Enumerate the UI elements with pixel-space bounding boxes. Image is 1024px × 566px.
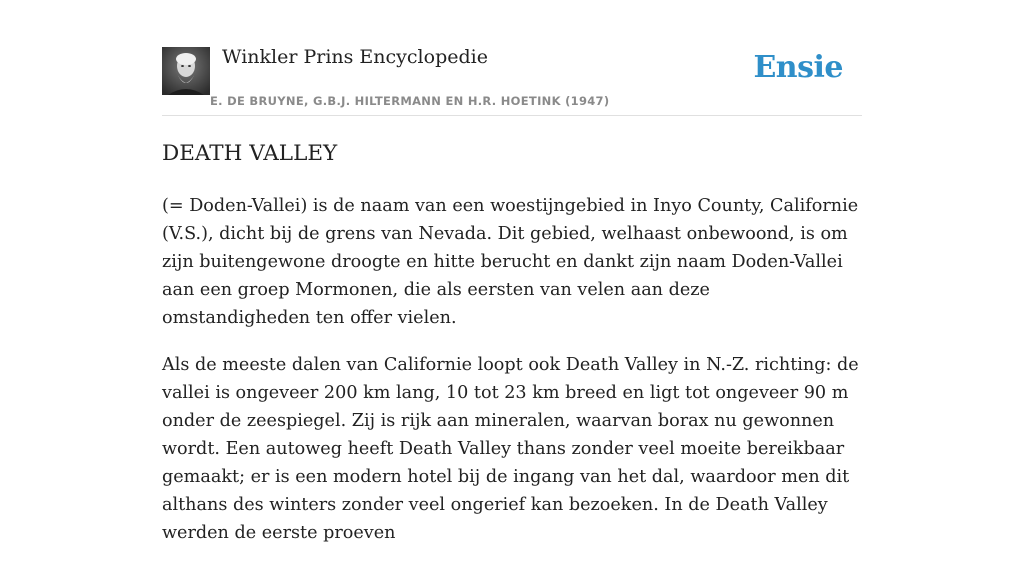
- article-body: [162, 192, 862, 566]
- author-portrait-icon: [162, 47, 210, 95]
- article-title: DEATH VALLEY: [162, 141, 338, 166]
- source-title: Winkler Prins Encyclopedie: [222, 46, 488, 68]
- content-container: [162, 0, 862, 543]
- source-authors: E. DE BRUYNE, G.B.J. HILTERMANN EN H.R. HOETINK (1947): [210, 94, 610, 108]
- source-header: [162, 0, 862, 116]
- article-paragraph: Als de meeste dalen van Californie loopt ook Death Valley in N.-Z. richting: de vallei is ongeveer 200 km lang, 10 tot 23 km breed en ligt tot ongeveer 90 m onder de zeespiegel. Zij is rijk aan mineralen, waarvan borax nu gewonnen wordt. Een autoweg heeft Death Valley thans zonder veel moeite bereikbaar gemaakt; er is een modern hotel bij de ingang van het dal, waardoor men dit althans des winters zonder veel ongerief kan bezoeken. In de Death Valley werden de eerste proeven: [162, 355, 859, 543]
- article-paragraph: (= Doden-Vallei) is de naam van een woestijngebied in Inyo County, Californie (V.S.), dicht bij de grens van Nevada. Dit gebied, welhaast onbewoond, is om zijn buitengewone droogte en hitte berucht en dankt zijn naam Doden-Vallei aan een groep Mormonen, die als eersten van velen aan deze omstandigheden ten offer vielen.: [162, 196, 859, 328]
- ensie-logo-link[interactable]: Ensie: [753, 50, 843, 85]
- author-avatar: [162, 47, 210, 95]
